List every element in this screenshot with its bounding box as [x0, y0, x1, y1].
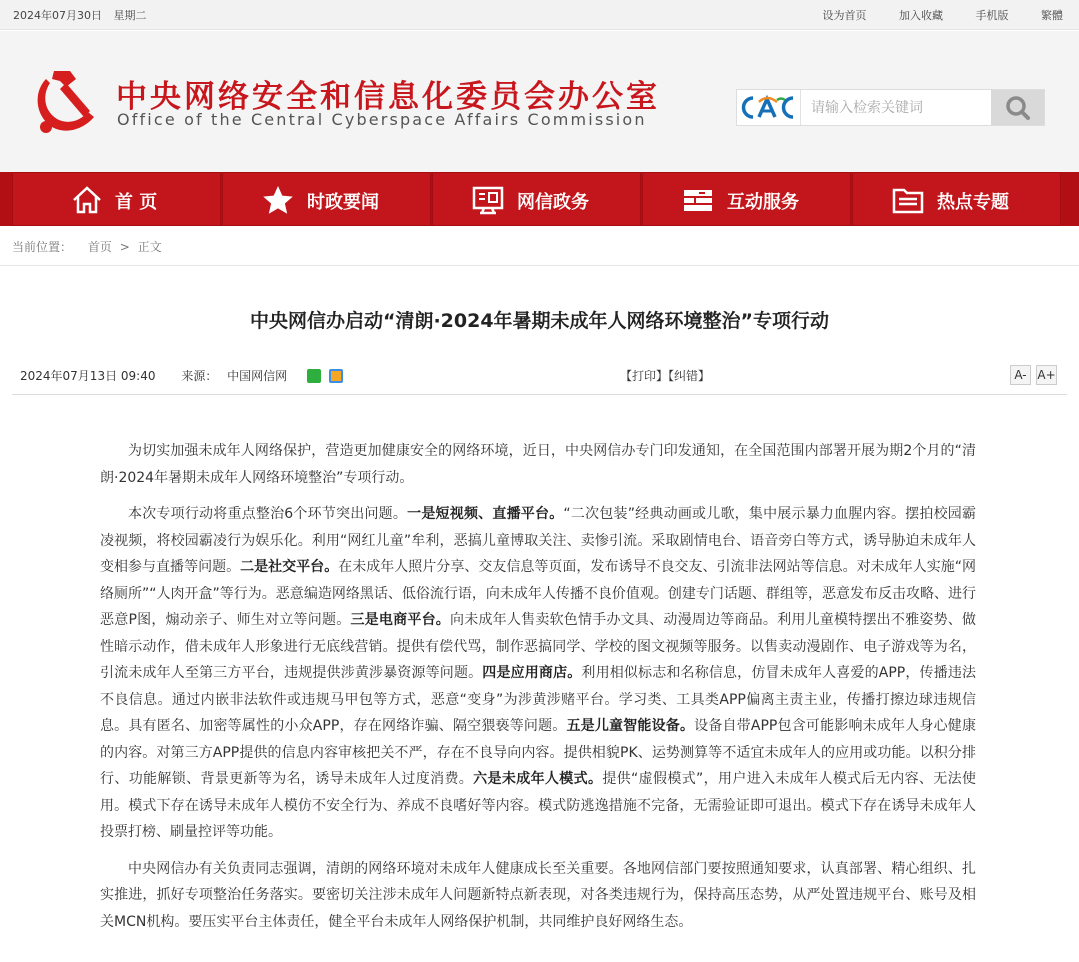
article-tools: [620, 367, 710, 384]
nav-label-government-affairs: 网信政务: [517, 192, 589, 213]
divider: [0, 265, 1079, 266]
handshake-icon: [681, 184, 715, 216]
qzone-share-icon[interactable]: [329, 369, 343, 383]
paragraph-2: [100, 501, 976, 846]
paragraph-3: 中央网信办有关负责同志强调，清朗的网络环境对未成年人健康成长至关重要。各地网信部门要按照通知要求，认真部署、精心组织、扎实推进，抓好专项整治任务落实。要密切关注涉未成年人问题新特点新表现，对各类违规行为，保持高压态势，从严处置违规平台、账号及相关MCN机构。要压实平台主体责任，健全平台未成年人网络保护机制，共同维护良好网络生态。: [100, 860, 976, 930]
paragraph-text: 利用相似标志和名称信息，仿冒未成年人喜爱的APP，传播违法不良信息。通过内嵌非法软件或违规马甲包等方式，恶意“变身”为涉黄涉赌平台。学习类、工具类APP偏离主责主业，传播打擦边球违规信息。具有匿名、加密等属性的小众APP，存在网络诈骗、隔空猥亵等问题。: [100, 665, 977, 734]
breadcrumb: [12, 238, 162, 255]
wechat-share-icon[interactable]: [307, 369, 321, 383]
home-icon: [71, 184, 103, 216]
current-date: [13, 7, 155, 23]
cac-logo-icon: [737, 90, 801, 125]
highlight-heading: 二是社交平台。: [240, 559, 339, 575]
star-icon: [261, 184, 295, 216]
font-larger-button[interactable]: A+: [1036, 365, 1057, 385]
paragraph-text: 提供“虚假模式”，用户进入未成年人模式后无内容、无法使用。模式下存在诱导未成年人模仿不安全行为、养成不良嗜好等内容。模式防逃逸措施不完备，无需验证即可退出。模式下存在诱导未成年人投票打榜、刷量控评等功能。: [100, 771, 976, 840]
folder-icon: [891, 184, 925, 216]
government-icon: [471, 184, 505, 216]
nav-item-home[interactable]: [12, 172, 221, 226]
nav-item-government-affairs[interactable]: [432, 172, 641, 226]
source-label: 来源：: [181, 369, 218, 383]
nav-label-hot-topics: 热点专题: [937, 192, 1009, 213]
mobile-version-link[interactable]: 手机版: [975, 9, 1009, 22]
search-button[interactable]: [991, 90, 1044, 125]
correction-link[interactable]: 【纠错】: [668, 369, 711, 383]
nav-label-politics-news: 时政要闻: [307, 192, 379, 213]
add-favorite-link[interactable]: 加入收藏: [899, 9, 943, 22]
main-nav: [0, 172, 1079, 226]
article-meta: [20, 367, 343, 384]
set-homepage-link[interactable]: 设为首页: [822, 9, 867, 22]
highlight-heading: 六是未成年人模式。: [473, 771, 603, 787]
font-smaller-button[interactable]: A-: [1010, 365, 1031, 385]
article-body: [100, 438, 976, 935]
paragraph-text: 设备自带APP包含可能影响未成年人身心健康的内容。对第三方APP提供的信息内容审核把关不严，存在不良导向内容。提供相貌PK、运势测算等不适宜未成年人的应用或功能。以积分排行、功能解锁、背景更新等为名，诱导未成年人过度消费。: [100, 718, 976, 787]
search-icon: [991, 90, 1044, 125]
divider: [12, 394, 1067, 395]
search-input[interactable]: [802, 90, 992, 125]
breadcrumb-label: 当前位置：: [12, 240, 73, 254]
site-title-english: Office of the Central Cyberspace Affairs Commission: [117, 110, 647, 129]
source-name: 中国网信网: [227, 369, 288, 383]
nav-item-hot-topics[interactable]: [852, 172, 1061, 226]
publish-datetime: 2024年07月13日 09:40: [20, 369, 156, 383]
site-title: 中央网络安全和信息化委员会办公室: [116, 79, 660, 115]
breadcrumb-separator: >: [119, 240, 130, 254]
breadcrumb-home-link[interactable]: 首页: [87, 240, 112, 254]
highlight-heading: 一是短视频、直播平台。: [407, 506, 564, 522]
paragraph-1: 为切实加强未成年人网络保护，营造更加健康安全的网络环境，近日，中央网信办专门印发通知，在全国范围内部署开展为期2个月的“清朗·2024年暑期未成年人网络环境整治”专项行动。: [100, 443, 976, 486]
breadcrumb-current: 正文: [137, 240, 162, 254]
site-header: [0, 31, 1079, 172]
nav-item-politics-news[interactable]: [222, 172, 431, 226]
paragraph-text: 本次专项行动将重点整治6个环节突出问题。: [128, 506, 408, 522]
highlight-heading: 三是电商平台。: [350, 612, 451, 628]
nav-item-interactive-service[interactable]: [642, 172, 851, 226]
paragraph-text: “二次包装”经典动画或儿歌，集中展示暴力血腥内容。摆拍校园霸凌视频，将校园霸凌行为娱乐化。利用“网红儿童”牟利，恶搞儿童博取关注、卖惨引流。采取剧情电台、语音旁白等方式，诱导胁迫未成年人变相参与直播等问题。: [100, 506, 977, 575]
hammer-sickle-emblem-icon: [30, 65, 102, 137]
weekday-text: 星期二: [113, 9, 147, 22]
cac-logo: [737, 90, 801, 125]
traditional-chinese-link[interactable]: 繁體: [1041, 9, 1063, 22]
nav-label-home: 首 页: [115, 192, 158, 213]
date-text: 2024年07月30日: [13, 9, 102, 22]
top-links: [794, 7, 1064, 23]
search-box: [736, 89, 1045, 126]
top-bar: [0, 0, 1079, 30]
highlight-heading: 四是应用商店。: [482, 665, 582, 681]
paragraph-text: 在未成年人照片分享、交友信息等页面，发布诱导不良交友、引流非法网站等信息。对未成年人实施“网络厕所”“人肉开盒”等行为。恶意编造网络黑话、低俗流行语，向未成年人传播不良价值观。创建专门话题、群组等，恶意发布反击攻略、进行恶意P图，煽动亲子、师生对立等问题。: [100, 559, 977, 628]
highlight-heading: 五是儿童智能设备。: [566, 718, 695, 734]
article-title: 中央网信办启动“清朗·2024年暑期未成年人网络环境整治”专项行动: [249, 310, 830, 332]
print-link[interactable]: 【打印】: [620, 369, 669, 383]
paragraph-text: 向未成年人售卖软色情手办文具、动漫周边等商品。利用儿童模特摆出不雅姿势、做性暗示动作，借未成年人形象进行无底线营销。提供有偿代骂，制作恶搞同学、学校的图文视频等服务。以售卖动漫剧作、电子游戏等为名，引流未成年人至第三方平台，违规提供涉黄涉暴资源等问题。: [100, 612, 977, 681]
nav-label-interactive-service: 互动服务: [727, 192, 799, 213]
